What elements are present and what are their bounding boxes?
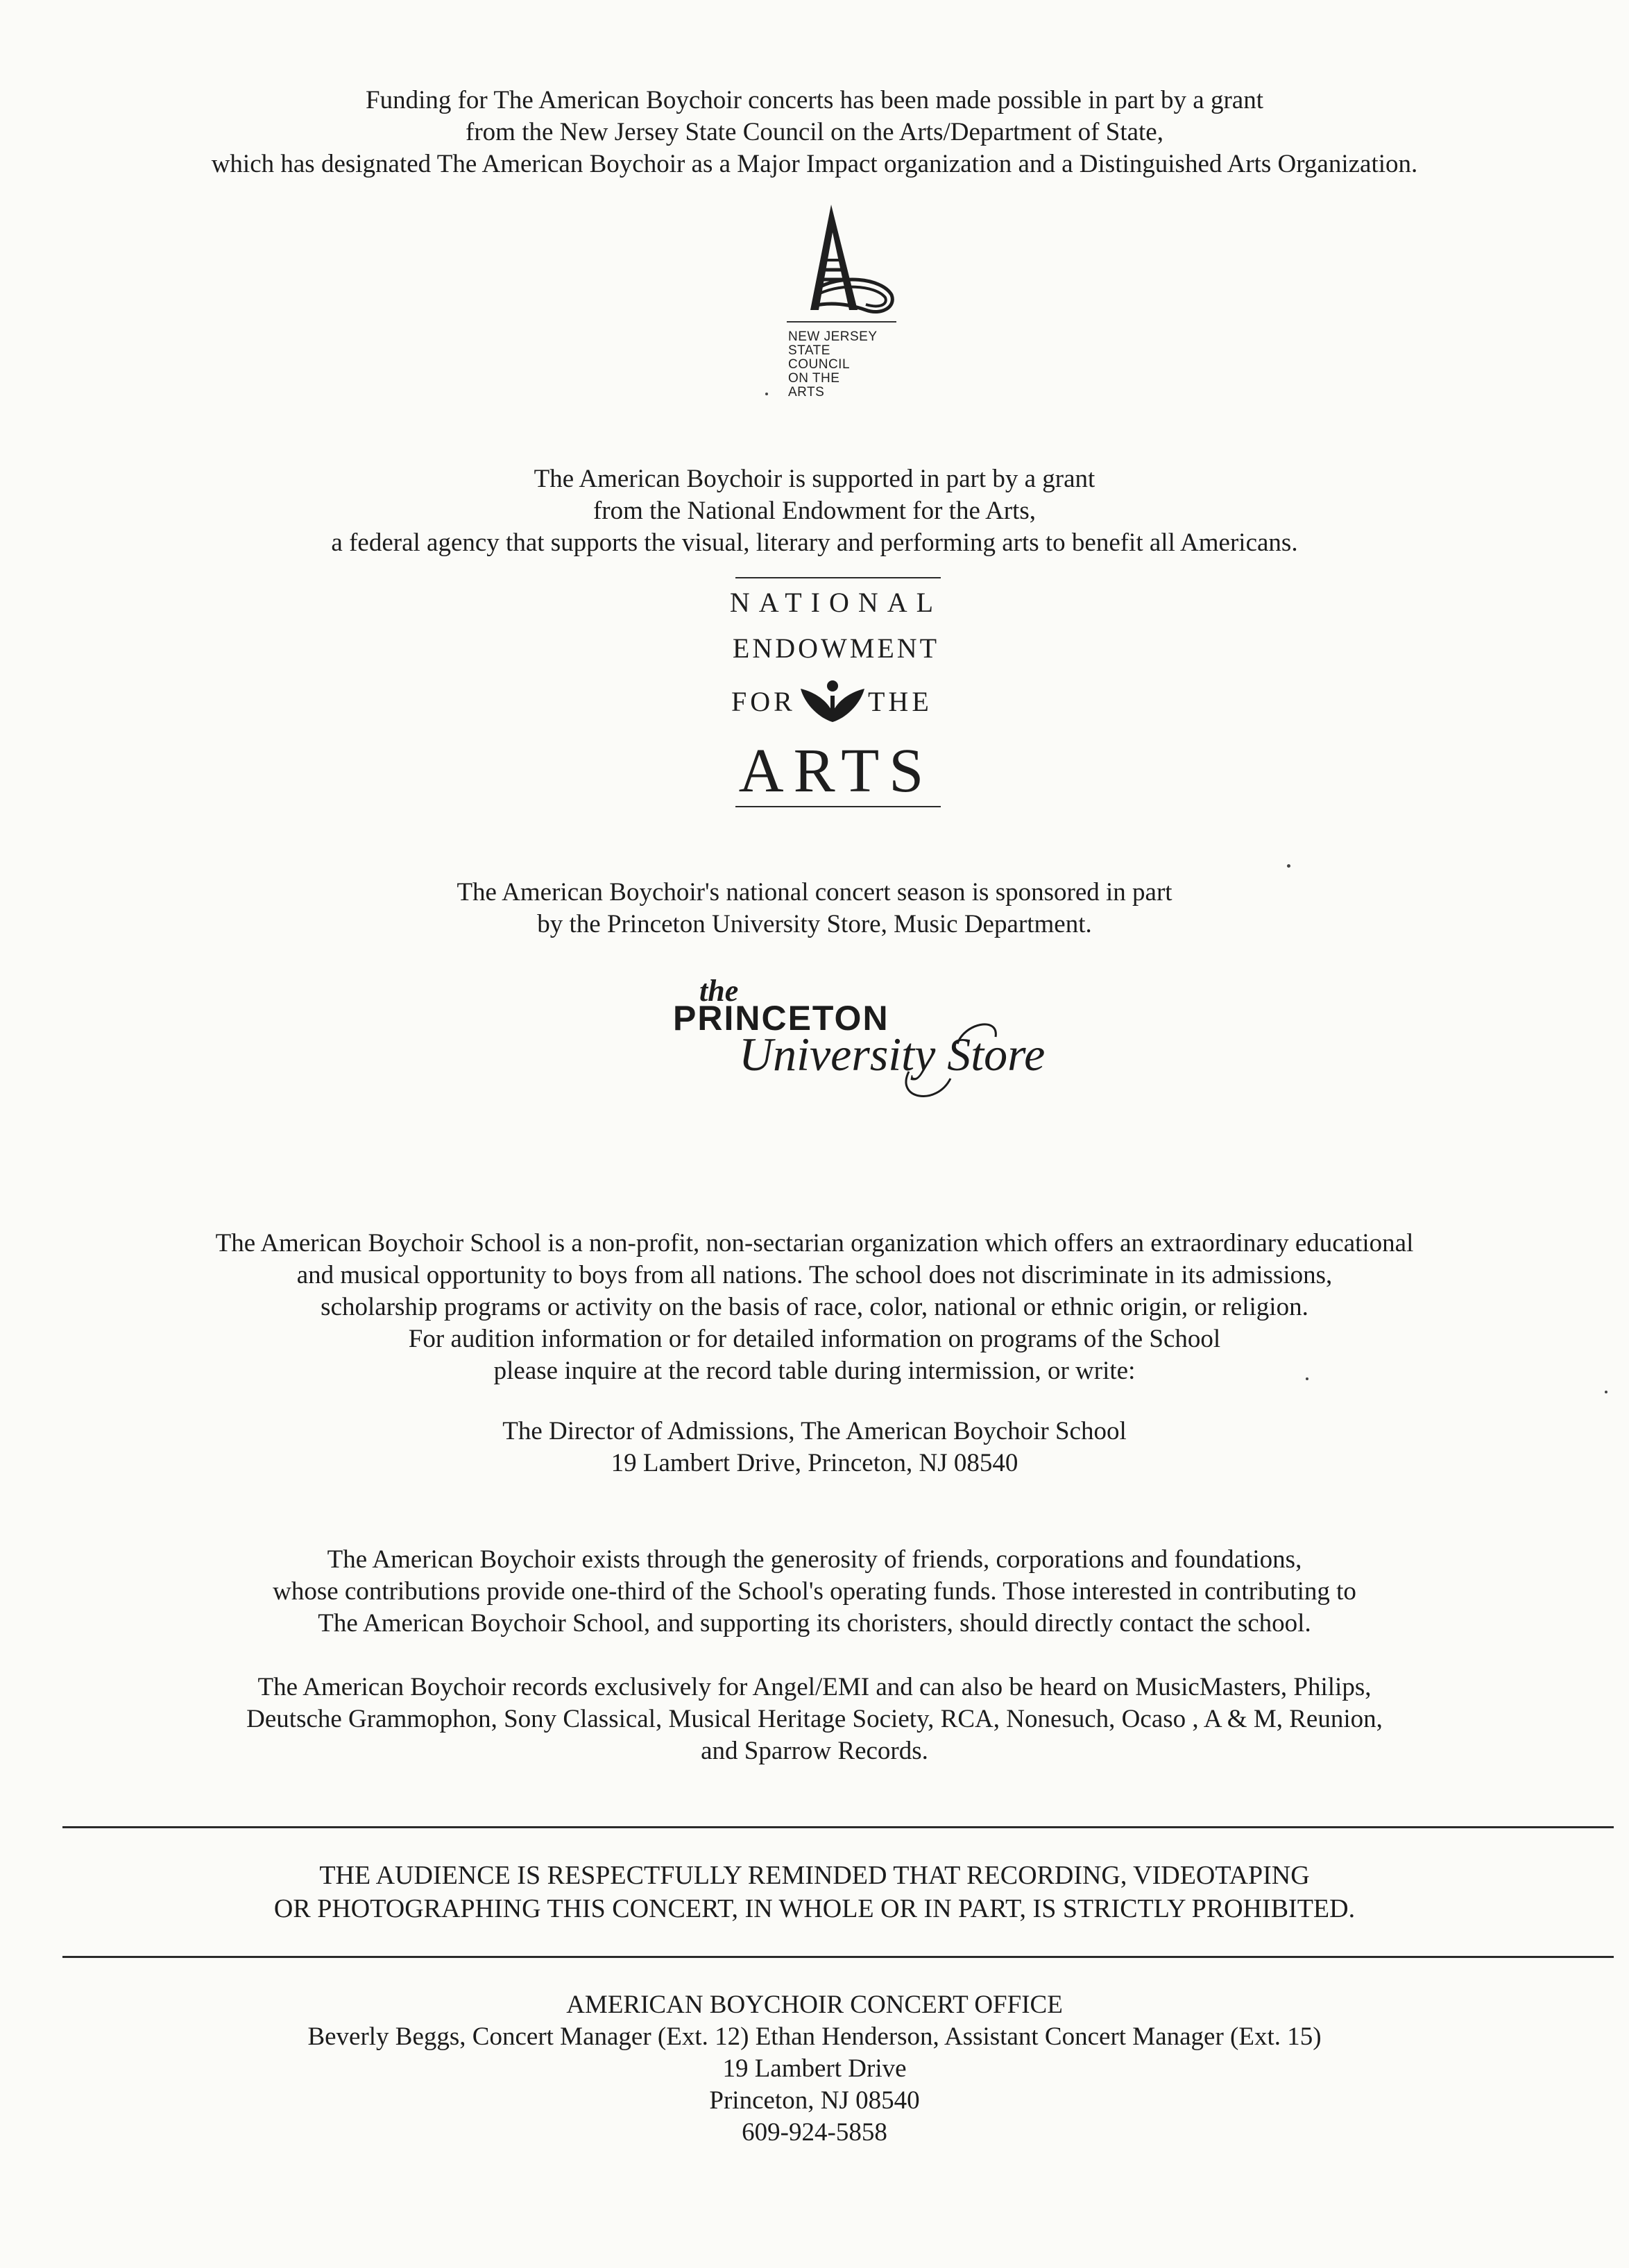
nea-logo-arts: ARTS: [738, 737, 934, 805]
princeton-sponsor-paragraph: [0, 877, 1629, 940]
school-paragraph: [0, 1228, 1629, 1387]
njsca-logo-rule: [787, 321, 896, 323]
nea-logo-national: NATIONAL: [729, 587, 943, 618]
nea-support-line-1: The American Boychoir is supported in part by a grant: [534, 465, 1095, 493]
school-line-3: scholarship programs or activity on the basis of race, color, national or ethnic origin, or religion.: [321, 1293, 1308, 1321]
logo-university-store-text: University Store: [739, 1028, 1046, 1081]
scan-speck: [1287, 864, 1290, 868]
nea-logo-top-rule: [735, 577, 941, 578]
school-line-2: and musical opportunity to boys from all nations. The school does not discriminate in its admissions,: [296, 1261, 1333, 1289]
nea-leaf-icon: [798, 676, 867, 725]
nea-support-paragraph: [0, 463, 1629, 559]
njsca-line-1: NEW JERSEY: [788, 329, 878, 344]
njsca-line-3: COUNCIL: [788, 357, 851, 372]
concert-office-staff: Beverly Beggs, Concert Manager (Ext. 12) Ethan Henderson, Assistant Concert Manager (Ext. 15): [307, 2022, 1322, 2051]
logo-the-text: the: [699, 974, 739, 1008]
generosity-line-3: The American Boychoir School, and supporting its choristers, should directly contact the school.: [318, 1609, 1311, 1638]
njsca-line-2: STATE: [788, 343, 830, 358]
princeton-university-store-logo: [673, 968, 1061, 1106]
records-line-1: The American Boychoir records exclusively for Angel/EMI and can also be heard on MusicMasters, Philips,: [257, 1673, 1372, 1701]
funding-paragraph: [0, 85, 1629, 180]
notice-bottom-rule: [62, 1956, 1614, 1958]
generosity-line-1: The American Boychoir exists through the generosity of friends, corporations and foundations,: [327, 1545, 1302, 1574]
nea-logo-the: THE: [868, 686, 932, 717]
scan-speck: [1605, 1391, 1607, 1393]
funding-line-3: which has designated The American Boychoir as a Major Impact organization and a Distinguished Arts Organization.: [211, 150, 1418, 178]
nea-logo-endowment: ENDOWMENT: [732, 633, 940, 664]
admissions-line-1: The Director of Admissions, The American Boychoir School: [502, 1417, 1127, 1445]
school-line-1: The American Boychoir School is a non-profit, non-sectarian organization which offers an extraordinary educational: [215, 1229, 1414, 1257]
records-line-2: Deutsche Grammophon, Sony Classical, Musical Heritage Society, RCA, Nonesuch, Ocaso , A & M, Reunion,: [246, 1705, 1383, 1733]
nea-support-line-3: a federal agency that supports the visual, literary and performing arts to benefit all Americans.: [331, 529, 1298, 557]
logo-princeton-text: PRINCETON: [673, 999, 889, 1038]
concert-office: [0, 1989, 1629, 2149]
funding-line-2: from the New Jersey State Council on the Arts/Department of State,: [466, 118, 1163, 146]
admissions-address: [0, 1416, 1629, 1479]
concert-office-street: 19 Lambert Drive: [722, 2054, 907, 2083]
admissions-line-2: 19 Lambert Drive, Princeton, NJ 08540: [611, 1449, 1018, 1477]
records-paragraph: [0, 1672, 1629, 1767]
records-line-3: and Sparrow Records.: [701, 1737, 928, 1765]
generosity-paragraph: [0, 1544, 1629, 1640]
recording-notice: [0, 1859, 1629, 1925]
scan-speck: [1306, 1377, 1308, 1380]
njsca-logo-text: [788, 330, 878, 400]
school-line-5: please inquire at the record table during intermission, or write:: [493, 1357, 1136, 1385]
njsca-line-5: ARTS: [788, 385, 825, 400]
princeton-sponsor-line-2: by the Princeton University Store, Music Department.: [537, 910, 1092, 938]
notice-line-2: OR PHOTOGRAPHING THIS CONCERT, IN WHOLE OR IN PART, IS STRICTLY PROHIBITED.: [273, 1894, 1356, 1923]
nea-logo-bottom-rule: [735, 806, 941, 807]
concert-office-phone: 609-924-5858: [742, 2118, 887, 2147]
nea-logo-for: FOR: [731, 686, 796, 717]
concert-office-heading: AMERICAN BOYCHOIR CONCERT OFFICE: [566, 1991, 1063, 2019]
concert-office-city: Princeton, NJ 08540: [709, 2086, 920, 2115]
nea-support-line-2: from the National Endowment for the Arts,: [592, 497, 1037, 525]
notice-line-1: THE AUDIENCE IS RESPECTFULLY REMINDED THAT RECORDING, VIDEOTAPING: [319, 1861, 1310, 1890]
school-line-4: For audition information or for detailed information on programs of the School: [408, 1325, 1221, 1353]
notice-top-rule: [62, 1826, 1614, 1828]
funding-line-1: Funding for The American Boychoir concerts has been made possible in part by a grant: [366, 86, 1263, 114]
njsca-line-4: ON THE: [788, 371, 840, 386]
princeton-sponsor-line-1: The American Boychoir's national concert season is sponsored in part: [457, 878, 1172, 907]
generosity-line-2: whose contributions provide one-third of the School's operating funds. Those interested in contributing to: [273, 1577, 1356, 1606]
scan-speck: [765, 393, 768, 395]
